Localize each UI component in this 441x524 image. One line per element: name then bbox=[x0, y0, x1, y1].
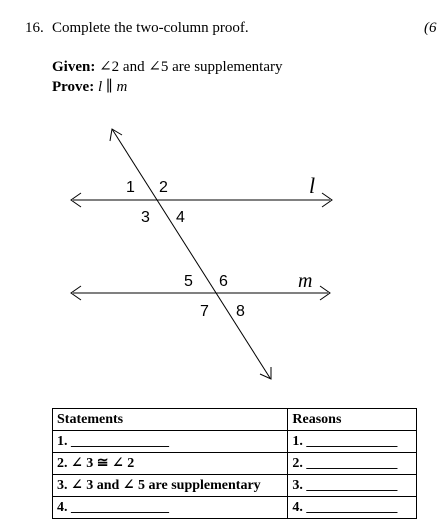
table-row bbox=[53, 497, 417, 519]
line-label-m: m bbox=[298, 270, 313, 292]
transversal-line bbox=[112, 129, 270, 378]
table-row bbox=[53, 453, 417, 475]
reason-cell[interactable]: 3. _____________ bbox=[288, 475, 417, 497]
prove-text: l ∥ m bbox=[97, 79, 128, 95]
statement-cell: 2. ∠ 3 ≅ ∠ 2 bbox=[53, 453, 288, 475]
statements-header: Statements bbox=[53, 409, 288, 431]
table-row bbox=[53, 431, 417, 453]
reasons-header: Reasons bbox=[288, 409, 417, 431]
question-number: 16. bbox=[25, 20, 44, 36]
statement-cell[interactable]: 1. ______________ bbox=[53, 431, 288, 453]
angle-label-3: 3 bbox=[141, 209, 150, 226]
angle-label-2: 2 bbox=[159, 179, 168, 196]
reason-cell[interactable]: 2. _____________ bbox=[288, 453, 417, 475]
angle-label-7: 7 bbox=[200, 303, 209, 320]
line-label-l: l bbox=[309, 173, 316, 198]
question-points: (6 bbox=[424, 20, 437, 36]
statement-cell: 3. ∠ 3 and ∠ 5 are supplementary bbox=[53, 475, 288, 497]
angle-label-5: 5 bbox=[184, 273, 193, 290]
angle-label-6: 6 bbox=[219, 273, 228, 290]
given-label: Given: bbox=[52, 59, 96, 75]
statement-cell[interactable]: 4. ______________ bbox=[53, 497, 288, 519]
proof-table bbox=[52, 408, 417, 519]
prove-label: Prove: bbox=[52, 79, 95, 95]
reason-cell[interactable]: 1. _____________ bbox=[288, 431, 417, 453]
given-text: ∠2 and ∠5 are supplementary bbox=[99, 59, 283, 75]
question-text: Complete the two-column proof. bbox=[52, 20, 249, 36]
angle-label-8: 8 bbox=[236, 303, 245, 320]
angle-label-4: 4 bbox=[176, 209, 185, 226]
table-header-row bbox=[53, 409, 417, 431]
angle-label-1: 1 bbox=[126, 179, 135, 196]
reason-cell[interactable]: 4. _____________ bbox=[288, 497, 417, 519]
table-row bbox=[53, 475, 417, 497]
